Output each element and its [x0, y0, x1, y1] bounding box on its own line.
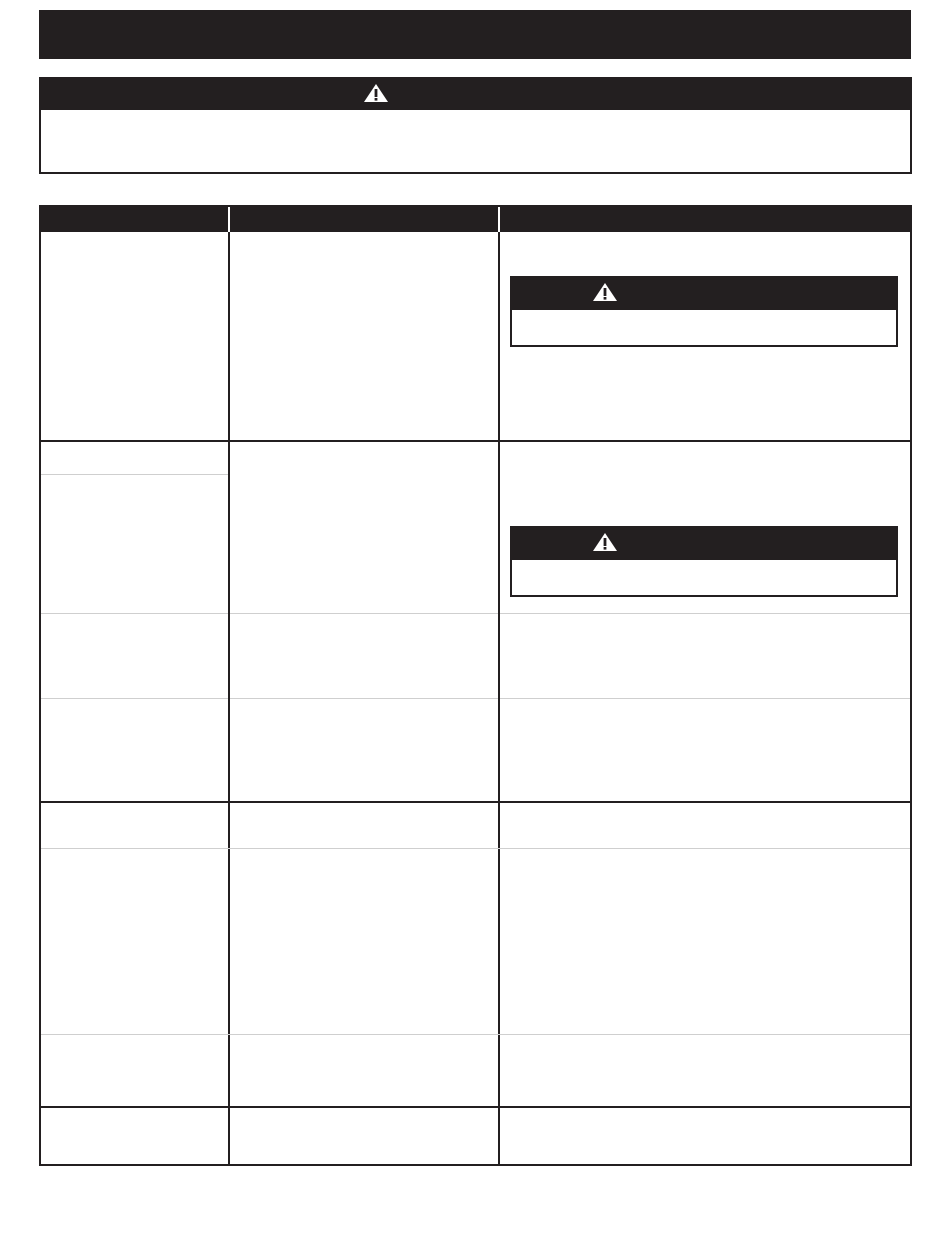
warning-triangle-icon [363, 83, 389, 103]
row-1-warning-box [510, 276, 898, 347]
row-2-warning-header [510, 526, 898, 560]
table-row-2-problem [41, 442, 228, 801]
table-row-3-solution [500, 803, 910, 1106]
column-header-solution [500, 207, 910, 232]
column-header-cause [230, 207, 498, 232]
column-header-problem [41, 207, 228, 232]
main-warning-box [39, 77, 912, 174]
table-row-2-solution-before [500, 442, 910, 526]
table-row-2-solution-after [500, 602, 910, 801]
table-row-4-problem [41, 1108, 228, 1164]
main-warning-text [41, 110, 910, 122]
table-row-1-solution-before [500, 232, 910, 276]
troubleshooting-table [39, 205, 912, 1166]
table-row-1-cause [230, 232, 498, 440]
warning-triangle-icon [592, 282, 618, 302]
table-row-3-problem [41, 803, 228, 1106]
row-2-warning-box [510, 526, 898, 597]
table-row-4-solution [500, 1108, 910, 1164]
table-header [41, 207, 910, 232]
table-row-1-problem [41, 232, 228, 440]
row-1-warning-header [510, 276, 898, 310]
row-1-warning-text [512, 310, 896, 322]
table-row-1-solution-after [500, 352, 910, 440]
table-row-3-cause [230, 803, 498, 1106]
warning-triangle-icon [592, 532, 618, 552]
table-row-2-cause [230, 442, 498, 801]
table-row-4-cause [230, 1108, 498, 1164]
main-warning-header [39, 77, 912, 110]
page-title-bar [39, 10, 911, 59]
row-2-warning-text [512, 560, 896, 572]
